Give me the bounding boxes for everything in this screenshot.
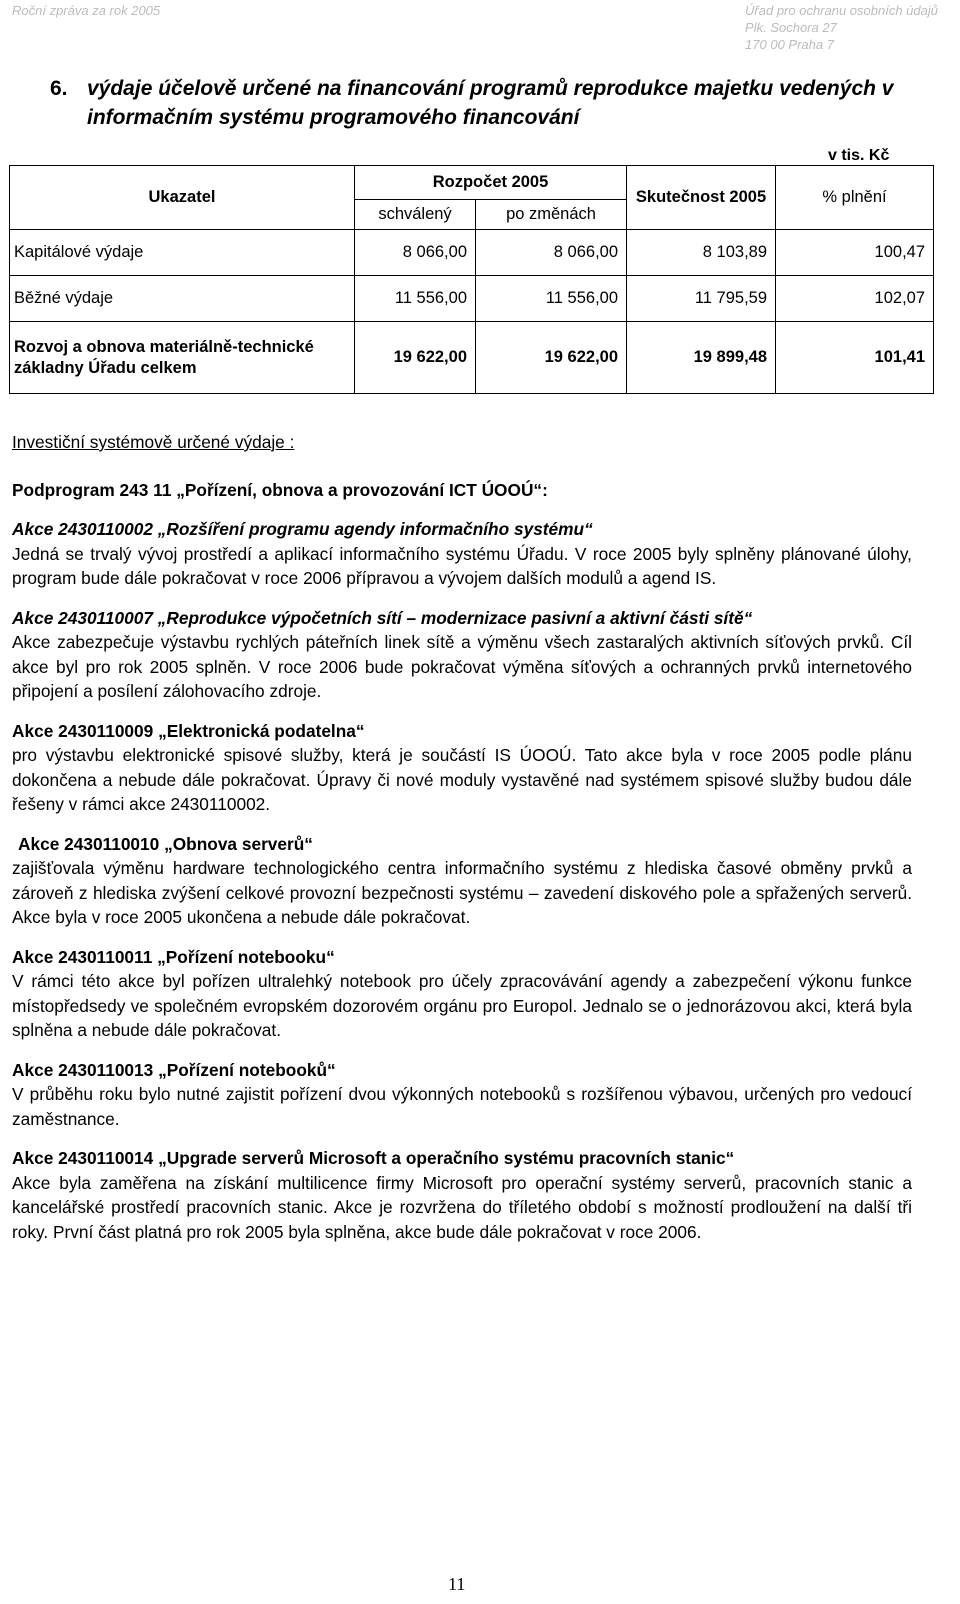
cell-actual: 11 795,59 [627,276,776,322]
cell-pct: 102,07 [776,276,934,322]
page-number: 11 [448,1574,466,1594]
action-title: Akce 2430110013 „Pořízení notebooků“ [12,1059,336,1080]
header-actual: Skutečnost 2005 [627,166,776,230]
action-body: V rámci této akce byl pořízen ultralehký notebook pro účely zpracovávání agendy a zabezpečení výkonu funkce místopředsedy ve společném evropském dozorovém orgánu pro Europol. Jednalo se o jednorázovou akci, která byla splněna a nebude dále pokračovat. [12,971,912,1040]
action-title: Akce 2430110002 „Rozšíření programu agendy informačního systému“ [12,519,593,539]
cell-pct: 101,41 [776,322,934,394]
cell-after-changes: 8 066,00 [476,230,627,276]
action-title: Akce 2430110014 „Upgrade serverů Microsoft a operačního systému pracovních stanic“ [12,1148,735,1168]
action-title: Akce 2430110010 „Obnova serverů“ [18,833,313,854]
action-body: Jedná se trvalý vývoj prostředí a aplikací informačního systému Úřadu. V roce 2005 byly splněny plánované úlohy, program bude dále pokračovat v roce 2006 přípravou a vývojem dalších modulů a agend IS. [12,543,912,588]
investment-heading: Investiční systémově určené výdaje : [12,432,295,452]
row-label: Rozvoj a obnova materiálně-technické základny Úřadu celkem [10,322,355,394]
header-street: Plk. Sochora 27 [745,20,837,35]
table-row [10,276,934,322]
cell-approved: 19 622,00 [355,322,476,394]
header-after-changes: po změnách [476,200,627,230]
body-text [12,430,912,1244]
budget-table [9,165,934,394]
action-body: pro výstavbu elektronické spisové služby, která je součástí IS ÚOOÚ. Tato akce byla v roce 2005 podle plánu dokončena a nebude dále pokračovat. Úpravy či nové moduly vystavěné nad systémem spisové služby budou dále řešeny v rámci akce 2430110002. [12,745,912,814]
cell-pct: 100,47 [776,230,934,276]
header-approved: schválený [355,200,476,230]
cell-approved: 8 066,00 [355,230,476,276]
action-title: Akce 2430110011 „Pořízení notebooku“ [12,946,335,967]
action-title: Akce 2430110009 „Elektronická podatelna“ [12,720,365,741]
action-title: Akce 2430110007 „Reprodukce výpočetních sítí – modernizace pasivní a aktivní části sítě“ [12,607,753,628]
table-row [10,230,934,276]
action-body: zajišťovala výměnu hardware technologického centra informačního systému z hlediska časové obměny prvků a zároveň z hlediska zvýšení celkové provozní bezpečnosti systému – zavedení diskového pole a spřažených serverů. Akce byla v roce 2005 ukončena a nebude dále pokračovat. [12,858,912,927]
action-body: Akce byla zaměřena na získání multilicence firmy Microsoft pro operační systémy serverů, pracovních stanic a kancelářské prostředí pracovních stanic. Akce je rozvržena do tříletého období s možností prodloužení na další tři roky. První část platná pro rok 2005 byla splněna, akce bude dále pokračovat v roce 2006. [12,1172,912,1242]
table-unit: v tis. Kč [828,147,890,164]
row-label: Běžné výdaje [10,276,355,322]
action-body: V průběhu roku bylo nutné zajistit pořízení dvou výkonných notebooků s rozšířenou výbavou, určených pro vedoucí zaměstnance. [12,1084,912,1129]
section-number: 6. [50,77,68,100]
cell-after-changes: 11 556,00 [476,276,627,322]
cell-actual: 8 103,89 [627,230,776,276]
section-title [50,74,936,132]
row-label: Kapitálové výdaje [10,230,355,276]
header-indicator: Ukazatel [10,166,355,230]
header-city: 170 00 Praha 7 [745,37,834,52]
subprogram-heading: Podprogram 243 11 „Pořízení, obnova a provozování ICT ÚOOÚ“: [12,479,548,500]
header-office: Úřad pro ochranu osobních údajů [745,3,938,18]
table-row-total [10,322,934,394]
header-fulfilment: % plnění [776,166,934,230]
running-header-left: Roční zpráva za rok 2005 [12,3,161,18]
action-body: Akce zabezpečuje výstavbu rychlých páteřních linek sítě a výměnu všech zastaralých aktivních síťových prvků. Cíl akce byl pro rok 2005 splněn. V roce 2006 bude pokračovat výměna síťových a ochranných prvků internetového připojení a posílení zálohovacího zdroje. [12,632,912,701]
cell-actual: 19 899,48 [627,322,776,394]
header-budget: Rozpočet 2005 [355,166,627,200]
section-title-text: výdaje účelově určené na financování programů reprodukce majetku vedených v informačním systému programového financování [87,77,894,129]
cell-approved: 11 556,00 [355,276,476,322]
running-header-right [745,2,938,53]
cell-after-changes: 19 622,00 [476,322,627,394]
